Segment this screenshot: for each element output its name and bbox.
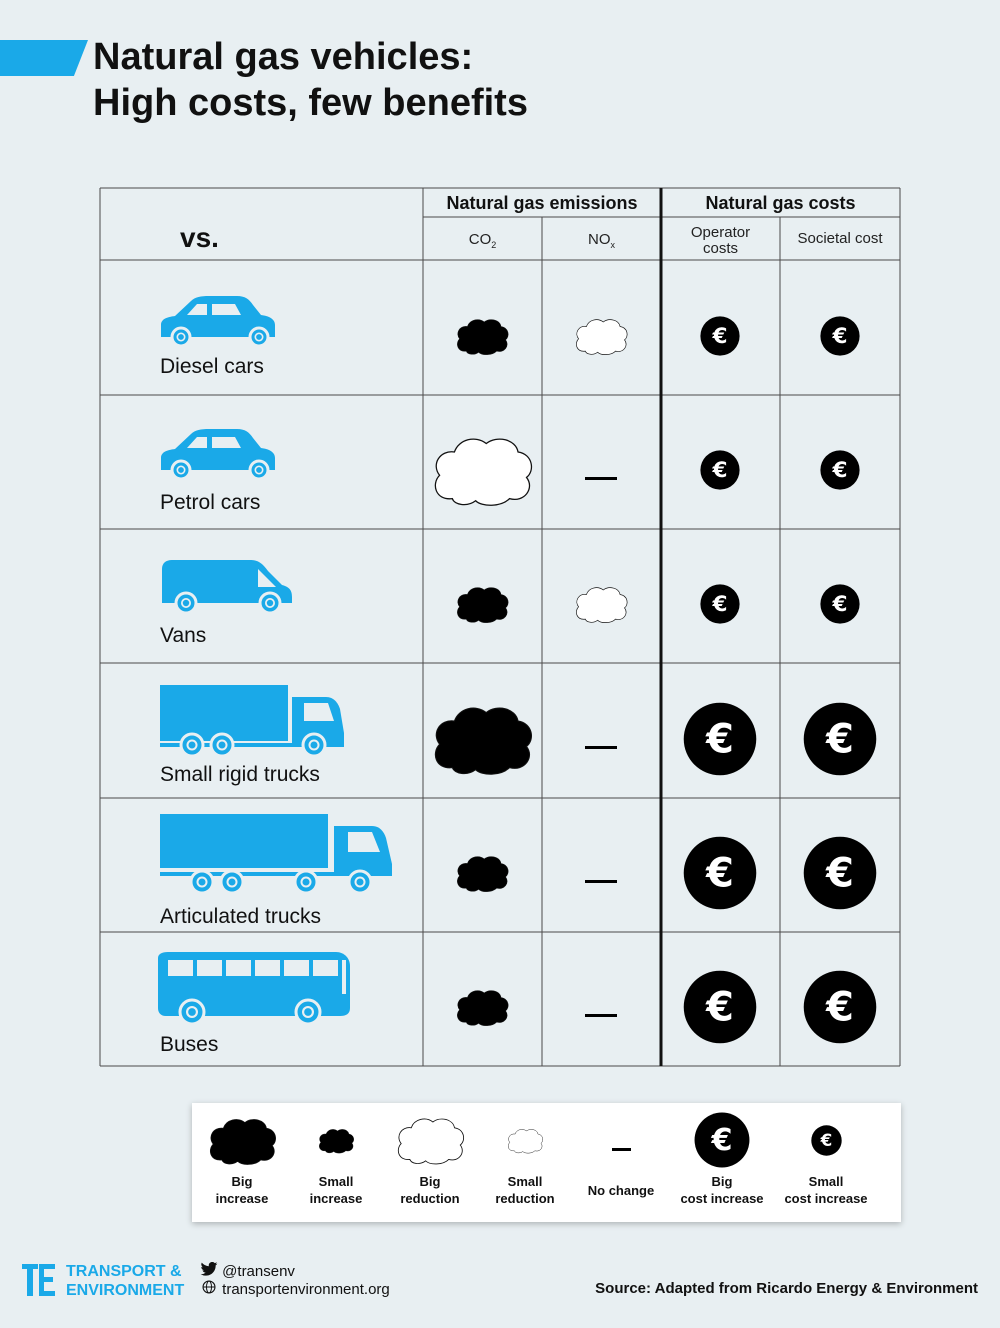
small-rigid-trucks-societal-big-cost-increase-icon (803, 702, 877, 781)
svg-text:€: € (706, 984, 734, 1031)
legend-label-line1: Big (711, 1174, 733, 1189)
legend-label-line1: Big (231, 1174, 253, 1189)
petrol-cars-operator-small-cost-increase-icon (700, 450, 740, 495)
svg-text:€: € (711, 1123, 733, 1159)
row-label-small-rigid-trucks: Small rigid trucks (160, 763, 320, 786)
legend-big-increase-icon (206, 1114, 278, 1172)
legend-label-line1: Big (419, 1174, 441, 1189)
legend-small-reduction-icon (506, 1127, 544, 1159)
diesel-cars-nox-small-reduction-icon (573, 316, 629, 361)
diesel-cars-societal-small-cost-increase-icon (820, 316, 860, 361)
buses-co2-small-increase-icon (454, 987, 510, 1032)
articulated-trucks-nox-no-change-icon (585, 871, 617, 889)
header-col-co2 (423, 232, 542, 253)
articulated-trucks-operator-big-cost-increase-icon (683, 836, 757, 915)
vans-operator-small-cost-increase-icon (700, 584, 740, 629)
svg-text:€: € (712, 458, 728, 484)
legend-label-line2: reduction (495, 1191, 555, 1206)
row-label-diesel-cars: Diesel cars (160, 355, 264, 378)
legend-label-line2: increase (215, 1191, 269, 1206)
te-logo-icon (22, 1262, 62, 1298)
header-col-operator-line2: costs (702, 240, 738, 257)
articulated-truck-icon (158, 812, 394, 901)
svg-text:€: € (712, 592, 728, 618)
car-icon (157, 295, 277, 352)
legend-label-line2: cost increase (680, 1191, 764, 1206)
legend-small-increase-icon (317, 1127, 355, 1159)
legend-label-line2: increase (309, 1191, 363, 1206)
svg-text:€: € (712, 323, 728, 349)
source-note: Source: Adapted from Ricardo Energy & Environment (595, 1280, 978, 1297)
te-logo-text (66, 1262, 184, 1300)
legend-label-line1: Small (808, 1174, 844, 1189)
row-label-vans: Vans (160, 624, 207, 647)
website-link[interactable] (200, 1280, 390, 1298)
row-label-petrol-cars: Petrol cars (160, 491, 261, 514)
page-title (93, 34, 528, 126)
header-group-emissions: Natural gas emissions (446, 193, 638, 213)
title-line-1: Natural gas vehicles: (93, 36, 474, 78)
legend-label-line1: No change (587, 1183, 655, 1198)
legend-no-change-icon (612, 1139, 631, 1157)
vans-co2-small-increase-icon (454, 584, 510, 629)
logo-line-2: ENVIRONMENT (66, 1282, 185, 1299)
svg-text:€: € (832, 458, 848, 484)
svg-text:€: € (706, 850, 734, 897)
rigid-truck-icon (158, 683, 346, 764)
bus-icon (156, 950, 352, 1033)
header-col-operator-line1: Operator (690, 224, 751, 241)
svg-text:€: € (826, 850, 854, 897)
svg-text:€: € (826, 715, 854, 762)
header-col-societal: Societal cost (797, 230, 883, 247)
svg-text:€: € (832, 323, 848, 349)
legend-label-line2: reduction (400, 1191, 460, 1206)
legend-big-reduction-icon (394, 1112, 466, 1173)
row-label-buses: Buses (160, 1033, 219, 1056)
articulated-trucks-societal-big-cost-increase-icon (803, 836, 877, 915)
legend-big-cost-increase-icon (694, 1112, 750, 1173)
petrol-cars-societal-small-cost-increase-icon (820, 450, 860, 495)
svg-text:€: € (820, 1129, 832, 1150)
website-text: transportenvironment.org (222, 1281, 390, 1298)
legend-label-small-cost-increase (766, 1173, 886, 1207)
title-accent-bar (0, 40, 88, 76)
legend-small-cost-increase-icon (811, 1125, 842, 1161)
header-col-co2-sub: 2 (491, 240, 497, 250)
globe-icon (200, 1280, 218, 1294)
legend-label-line1: Small (318, 1174, 354, 1189)
legend (192, 1103, 901, 1222)
header-col-nox-label: NO (588, 231, 611, 248)
articulated-trucks-co2-small-increase-icon (454, 853, 510, 898)
svg-text:€: € (832, 592, 848, 618)
legend-label-line1: Small (507, 1174, 543, 1189)
vans-societal-small-cost-increase-icon (820, 584, 860, 629)
header-col-nox-sub: x (610, 240, 615, 250)
legend-label-big-cost-increase (662, 1173, 782, 1207)
svg-text:€: € (706, 715, 734, 762)
twitter-handle-text: @transenv (222, 1263, 295, 1280)
row-label-articulated-trucks: Articulated trucks (160, 905, 322, 928)
legend-label-line2: cost increase (784, 1191, 868, 1206)
buses-societal-big-cost-increase-icon (803, 970, 877, 1049)
twitter-handle[interactable] (200, 1262, 295, 1280)
buses-nox-no-change-icon (585, 1005, 617, 1023)
small-rigid-trucks-co2-big-increase-icon (429, 700, 535, 783)
diesel-cars-operator-small-cost-increase-icon (700, 316, 740, 361)
petrol-cars-nox-no-change-icon (585, 468, 617, 486)
header-col-nox (542, 232, 661, 253)
van-icon (158, 559, 294, 620)
diesel-cars-co2-small-increase-icon (454, 316, 510, 361)
svg-text:€: € (826, 984, 854, 1031)
title-line-2: High costs, few benefits (93, 82, 528, 124)
buses-operator-big-cost-increase-icon (683, 970, 757, 1049)
header-group-costs: Natural gas costs (705, 193, 856, 213)
logo-line-1: TRANSPORT & (66, 1263, 182, 1280)
header-col-operator (661, 225, 780, 257)
small-rigid-trucks-nox-no-change-icon (585, 737, 617, 755)
small-rigid-trucks-operator-big-cost-increase-icon (683, 702, 757, 781)
twitter-icon (200, 1262, 218, 1276)
vans-nox-small-reduction-icon (573, 584, 629, 629)
petrol-cars-co2-big-reduction-icon (429, 429, 535, 516)
header-col-co2-label: CO (468, 231, 492, 248)
corner-label-vs: vs. (180, 222, 219, 253)
car-icon (157, 428, 277, 485)
